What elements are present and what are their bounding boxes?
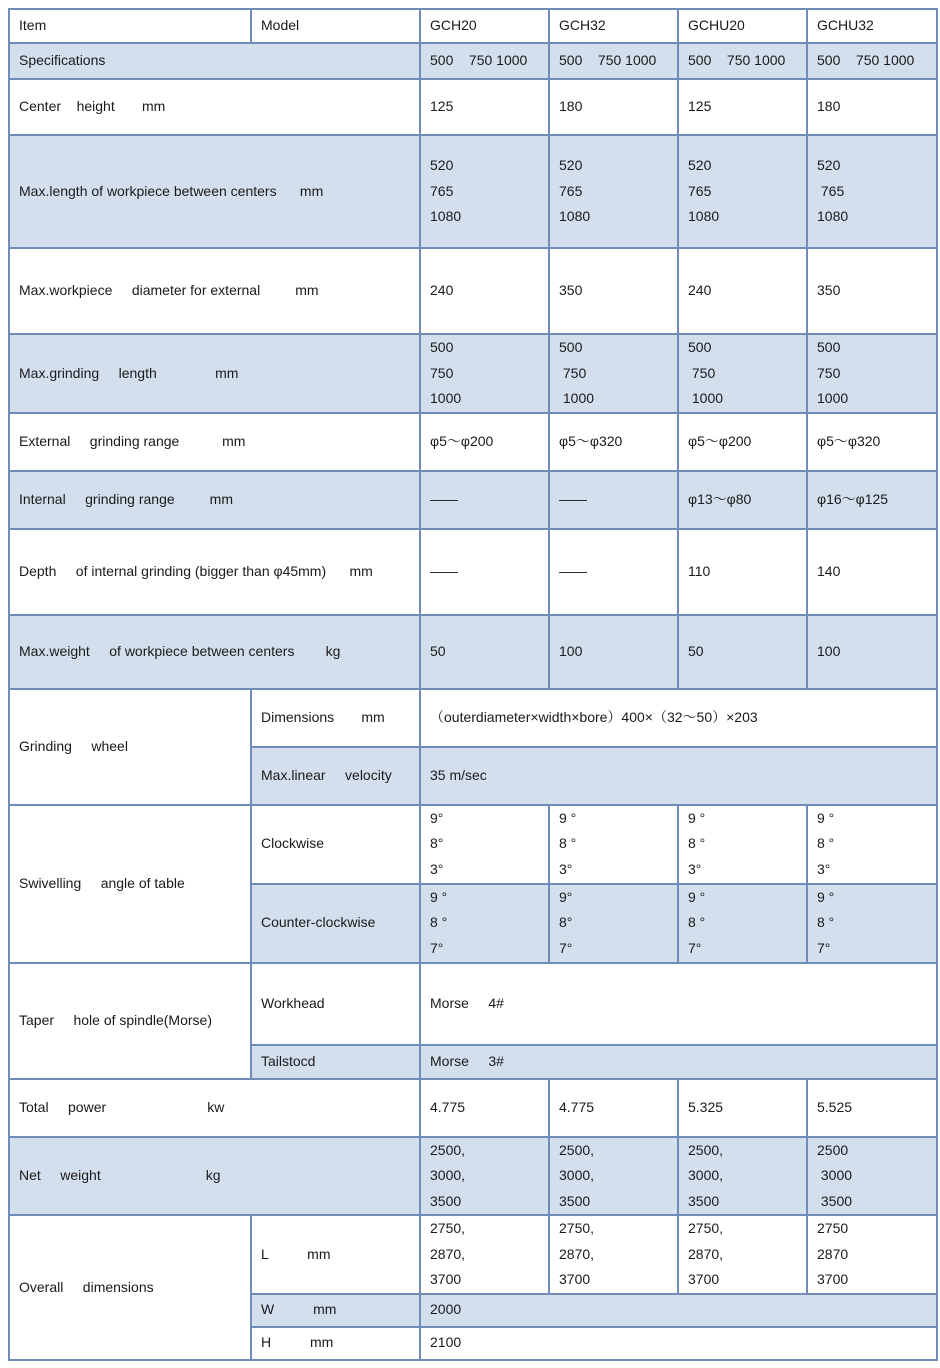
line: 2500, [688,1141,724,1158]
cell: 240 [678,248,807,334]
line: 520 [817,157,841,174]
cell [420,1215,549,1294]
line: 8 ° [430,914,448,931]
label-clockwise: Clockwise [251,805,420,884]
cell: 240 [420,248,549,334]
label-max-diameter: Max.workpiece diameter for external mm [9,248,420,334]
cell [549,1215,678,1294]
line: 1080 [559,208,591,225]
cell: 5.525 [807,1079,937,1137]
header-row [9,9,937,43]
line: 3° [817,860,831,877]
line: 9° [430,809,444,826]
cell [807,805,937,884]
line: 1080 [430,208,462,225]
line: 750 [688,364,716,381]
label-taper: Taper hole of spindle(Morse) [9,963,251,1079]
line: 8 ° [559,835,577,852]
label-specifications: Specifications [9,43,420,79]
line: 3700 [817,1271,849,1287]
line: 765 [430,182,454,199]
cell: 4.775 [420,1079,549,1137]
line: 1080 [688,208,720,225]
label-w: W mm [251,1294,420,1327]
cell: φ16～φ125 [807,471,937,529]
line: 1080 [817,208,849,225]
row-max-grinding-length [9,334,937,413]
cell: 50 [678,615,807,689]
cell: 500 750 1000 [678,43,807,79]
cell [807,1137,937,1216]
line: 2870 [817,1245,849,1262]
row-center-height [9,79,937,135]
cell: φ5～φ200 [420,413,549,471]
label-max-grinding-length: Max.grinding length mm [9,334,420,413]
cell: 2100 [420,1327,937,1360]
cell: 500 750 1000 [420,43,549,79]
line: 3000 [817,1167,853,1183]
cell: —— [420,529,549,615]
line: 3° [688,860,702,877]
header-model-3: GCHU20 [678,9,807,43]
cell: —— [549,471,678,529]
row-max-weight [9,615,937,689]
line: 2500 [817,1141,849,1158]
label-max-length: Max.length of workpiece between centers mm [9,135,420,248]
label-swivelling: Swivelling angle of table [9,805,251,963]
cell: 125 [420,79,549,135]
line: 9 ° [817,888,835,905]
row-wheel-dimensions [9,689,937,747]
cell: 350 [807,248,937,334]
cell [678,334,807,413]
cell [678,1137,807,1216]
line: 8 ° [688,835,706,852]
label-workhead: Workhead [251,963,420,1045]
cell: —— [549,529,678,615]
line: 7° [559,939,573,956]
cell: 50 [420,615,549,689]
header-model-1: GCH20 [420,9,549,43]
line: 2870, [430,1245,466,1262]
cell: 140 [807,529,937,615]
line: 520 [688,157,712,174]
line: 8 ° [817,835,835,852]
cell: （outerdiameter×width×bore）400×（32～50）×203 [420,689,937,747]
label-net-weight: Net weight kg [9,1137,420,1216]
line: 765 [559,182,583,199]
line: 3500 [559,1192,591,1209]
cell [807,135,937,248]
line: 3000, [559,1167,595,1183]
cell [420,334,549,413]
label-overall: Overall dimensions [9,1215,251,1360]
line: 9° [559,888,573,905]
cell: 110 [678,529,807,615]
line: 750 [559,364,587,381]
line: 765 [817,182,845,199]
line: 520 [559,157,583,174]
line: 3500 [430,1192,462,1209]
cell: 500 750 1000 [549,43,678,79]
line: 3° [559,860,573,877]
spec-table [8,8,938,1361]
cell: 180 [807,79,937,135]
line: 500 [688,339,712,355]
line: 520 [430,157,454,174]
label-external-range: External grinding range mm [9,413,420,471]
cell [549,135,678,248]
line: 750 [430,364,454,381]
label-internal-range: Internal grinding range mm [9,471,420,529]
row-internal-depth [9,529,937,615]
line: 1000 [688,390,724,406]
line: 9 ° [559,809,577,826]
cell [549,805,678,884]
label-internal-depth: Depth of internal grinding (bigger than φ45mm) mm [9,529,420,615]
label-total-power: Total power kw [9,1079,420,1137]
row-internal-range [9,471,937,529]
row-external-range [9,413,937,471]
line: 750 [817,364,841,381]
line: 9 ° [688,809,706,826]
cell [807,334,937,413]
cell [678,884,807,963]
label-max-weight: Max.weight of workpiece between centers kg [9,615,420,689]
cell: φ5～φ320 [549,413,678,471]
line: 500 [817,339,841,355]
line: 9 ° [430,888,448,905]
cell: 35 m/sec [420,747,937,805]
cell [678,135,807,248]
cell: φ13～φ80 [678,471,807,529]
line: 1000 [430,390,462,406]
line: 3° [430,860,444,877]
cell: φ5～φ200 [678,413,807,471]
line: 7° [688,939,702,956]
line: 7° [817,939,831,956]
cell [420,135,549,248]
header-model: Model [251,9,420,43]
row-max-diameter [9,248,937,334]
line: 3000, [430,1167,466,1183]
label-h: H mm [251,1327,420,1360]
line: 8 ° [817,914,835,931]
line: 500 [430,339,454,355]
label-l: L mm [251,1215,420,1294]
cell: 4.775 [549,1079,678,1137]
line: 1000 [559,390,595,406]
line: 8° [559,914,573,931]
cell: 350 [549,248,678,334]
line: 3000, [688,1167,724,1183]
label-tailstock: Tailstocd [251,1045,420,1079]
cell: 180 [549,79,678,135]
cell [807,1215,937,1294]
line: 9 ° [817,809,835,826]
line: 3500 [688,1192,720,1209]
header-model-4: GCHU32 [807,9,937,43]
row-max-length [9,135,937,248]
cell: 500 750 1000 [807,43,937,79]
line: 2500, [430,1141,466,1158]
cell: 100 [549,615,678,689]
cell: 2000 [420,1294,937,1327]
line: 3700 [430,1271,462,1287]
label-wheel-dimensions: Dimensions mm [251,689,420,747]
cell [549,334,678,413]
row-swivel-clockwise [9,805,937,884]
line: 9 ° [688,888,706,905]
label-wheel-velocity: Max.linear velocity [251,747,420,805]
line: 1000 [817,390,849,406]
cell: 125 [678,79,807,135]
cell [549,1137,678,1216]
line: 8 ° [688,914,706,931]
line: 500 [559,339,583,355]
header-model-2: GCH32 [549,9,678,43]
cell: Morse 3# [420,1045,937,1079]
line: 3700 [559,1271,591,1287]
line: 3700 [688,1271,720,1287]
cell: —— [420,471,549,529]
row-taper-workhead [9,963,937,1045]
line: 2500, [559,1141,595,1158]
cell [549,884,678,963]
label-counter-clockwise: Counter-clockwise [251,884,420,963]
cell [678,805,807,884]
line: 2750, [688,1220,724,1236]
cell: Morse 4# [420,963,937,1045]
header-item: Item [9,9,251,43]
cell: 100 [807,615,937,689]
cell [420,805,549,884]
line: 2750, [559,1220,595,1236]
line: 8° [430,835,444,852]
line: 2750, [430,1220,466,1236]
cell: φ5～φ320 [807,413,937,471]
line: 765 [688,182,712,199]
line: 2870, [559,1245,595,1262]
row-overall-l [9,1215,937,1294]
label-grinding-wheel: Grinding wheel [9,689,251,805]
row-specifications [9,43,937,79]
line: 7° [430,939,444,956]
line: 2870, [688,1245,724,1262]
line: 3500 [817,1192,853,1209]
cell: 5.325 [678,1079,807,1137]
label-center-height: Center height mm [9,79,420,135]
row-total-power [9,1079,937,1137]
cell [420,884,549,963]
row-net-weight [9,1137,937,1216]
line: 2750 [817,1220,849,1236]
cell [678,1215,807,1294]
cell [807,884,937,963]
cell [420,1137,549,1216]
